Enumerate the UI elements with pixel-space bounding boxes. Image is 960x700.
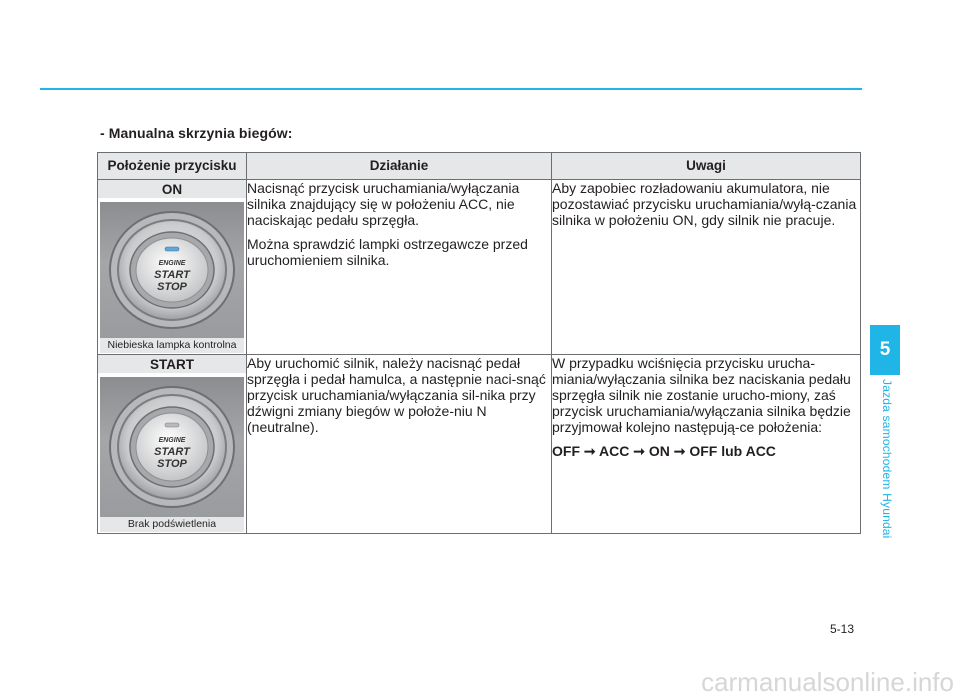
header-position: Położenie przycisku: [98, 153, 247, 180]
start-stop-button-on-image: [100, 202, 244, 338]
notes-cell-on: [552, 180, 861, 355]
svg-text:STOP: STOP: [157, 458, 187, 470]
table-header-row: [98, 153, 861, 180]
position-cell-start: [98, 355, 247, 534]
action-paragraph: Aby uruchomić silnik, należy nacisnąć pedał sprzęgła i pedał hamulca, a następnie naci-snąć przycisk uruchamiania/wyłączania sil-nika przy dźwigni zmiany biegów w położe-niu N (neutralne).: [247, 355, 546, 435]
position-label: ON: [98, 180, 246, 198]
section-heading: - Manualna skrzynia biegów:: [100, 125, 293, 141]
svg-text:STOP: STOP: [157, 281, 187, 293]
header-action: Działanie: [247, 153, 552, 180]
start-stop-button-icon: [100, 202, 244, 338]
watermark: carmanualsonline.info: [701, 667, 954, 697]
chapter-number-tab: 5: [870, 325, 900, 375]
notes-paragraph: W przypadku wciśnięcia przycisku urucha-miania/wyłączania silnika bez naciskania pedału sprzęgła silnik nie zostanie urucho-miony, zaś przycisk uruchamiania/wyłączania silnika będzie przyjmował kolejno następują-ce położenia:: [552, 355, 851, 435]
notes-paragraph: Aby zapobiec rozładowaniu akumulatora, nie pozostawiać przycisku uruchamiania/wyłą-czania silnika w położeniu ON, gdy silnik nie pracuje.: [552, 180, 857, 228]
position-caption: Brak podświetlenia: [100, 517, 244, 532]
svg-text:START: START: [154, 446, 190, 458]
svg-text:ENGINE: ENGINE: [158, 260, 186, 267]
position-label: START: [98, 355, 246, 373]
button-position-table: [97, 152, 861, 534]
start-stop-button-icon: [100, 377, 244, 517]
action-cell-on: [247, 180, 552, 355]
position-sequence: OFF ➞ ACC ➞ ON ➞ OFF lub ACC: [552, 443, 776, 459]
position-caption: Niebieska lampka kontrolna: [100, 338, 244, 353]
chapter-title: Jazda samochodem Hyundai: [880, 379, 894, 539]
svg-text:ENGINE: ENGINE: [158, 437, 186, 444]
action-cell-start: [247, 355, 552, 534]
svg-text:START: START: [154, 269, 190, 281]
table-row: [98, 180, 861, 355]
top-rule: [40, 88, 862, 90]
table-row: [98, 355, 861, 534]
start-stop-button-start-image: [100, 377, 244, 517]
header-notes: Uwagi: [552, 153, 861, 180]
action-paragraph: Można sprawdzić lampki ostrzegawcze przed uruchomieniem silnika.: [247, 236, 528, 268]
notes-cell-start: [552, 355, 861, 534]
action-paragraph: Nacisnąć przycisk uruchamiania/wyłączania silnika znajdujący się w położeniu ACC, nie naciskając pedału sprzęgła.: [247, 180, 520, 228]
position-cell-on: [98, 180, 247, 355]
page-number: 5-13: [830, 622, 855, 636]
